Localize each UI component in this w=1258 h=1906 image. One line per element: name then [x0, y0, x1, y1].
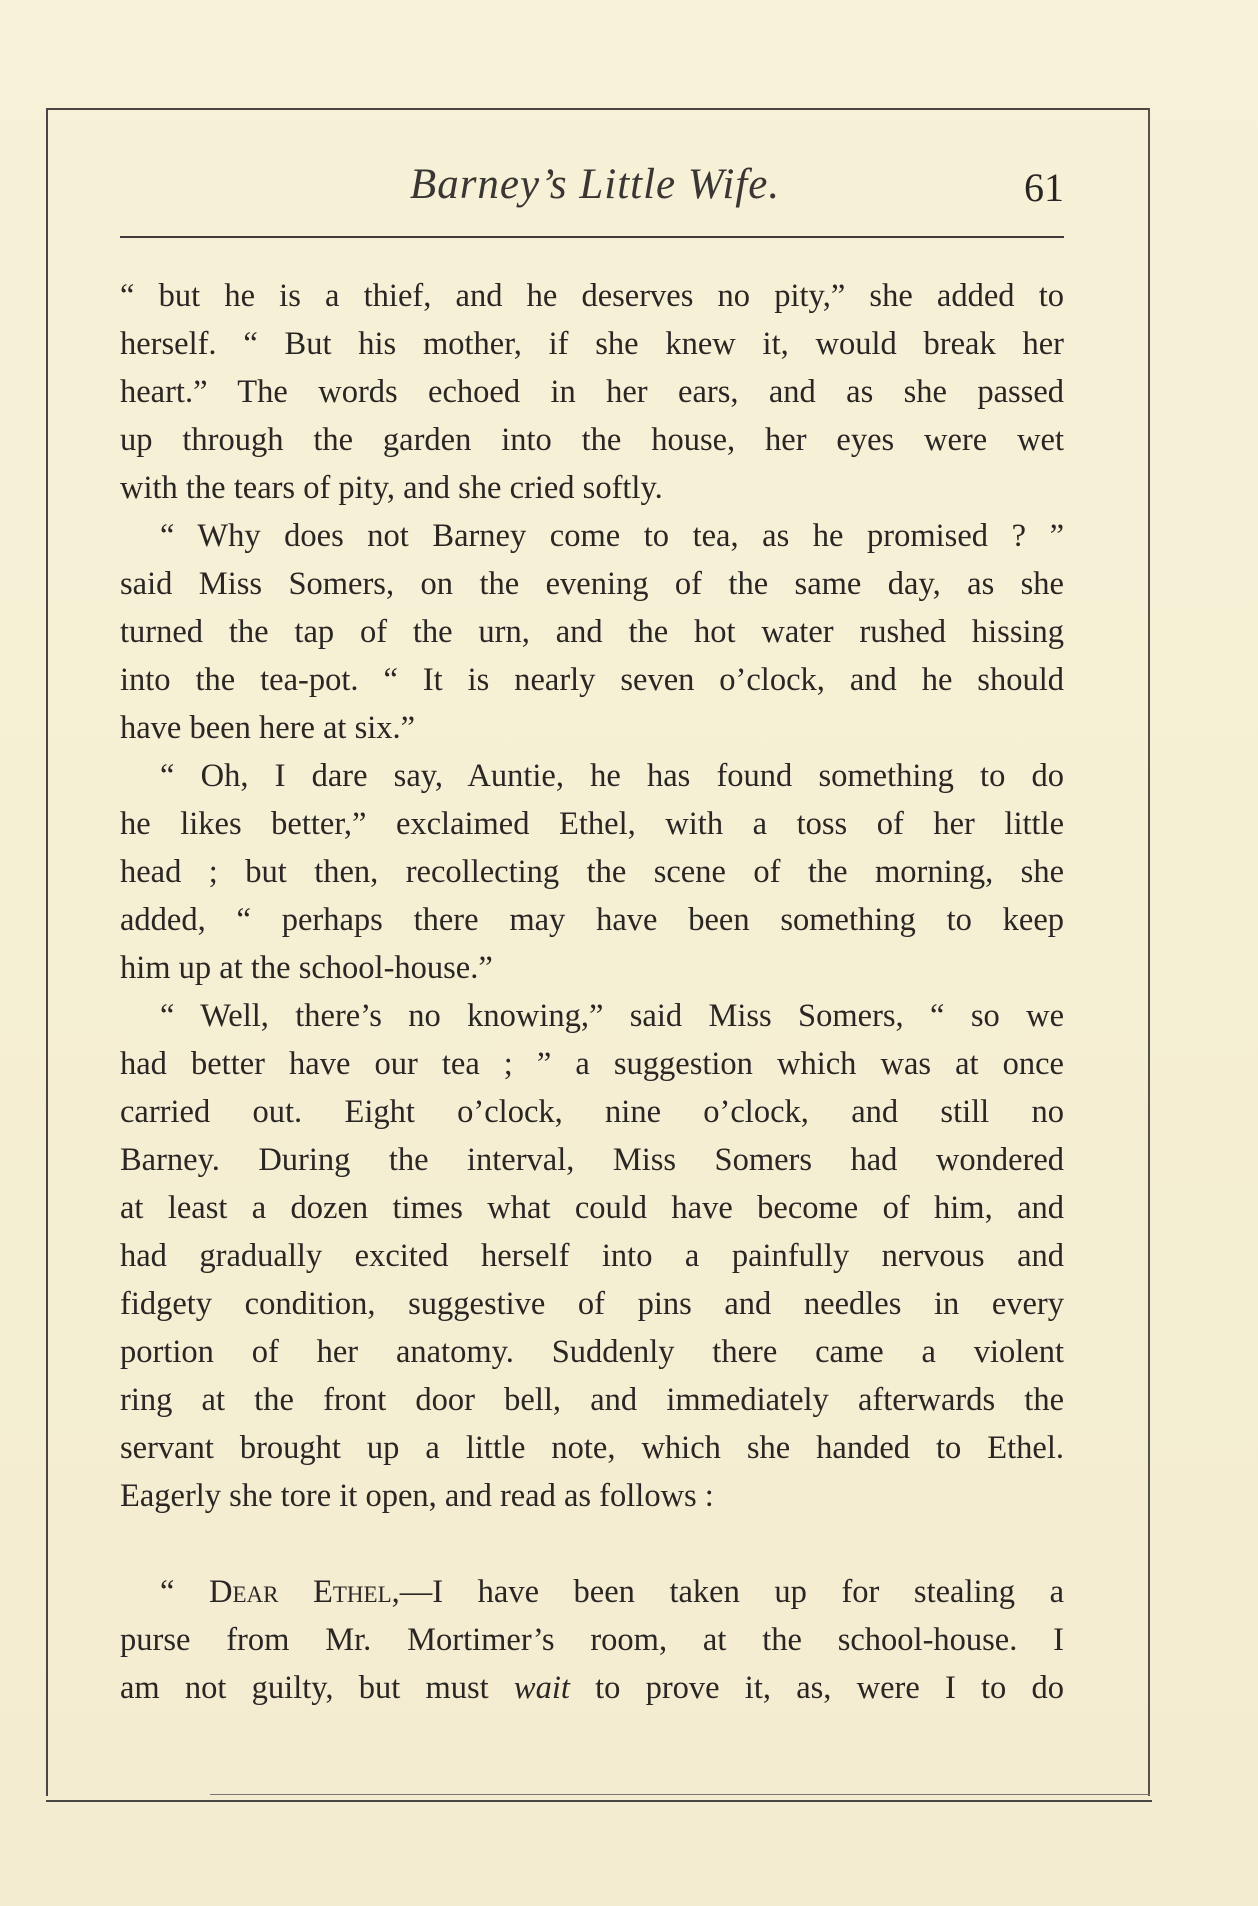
letter-line-3-start: am not guilty, but must: [120, 1670, 514, 1706]
text-line: turned the tap of the urn, and the hot water rushed hissing: [120, 614, 1064, 650]
letter-line-2: purse from Mr. Mortimer’s room, at the school-house. I: [120, 1622, 1064, 1658]
text-line: have been here at six.”: [120, 710, 416, 746]
text-line: with the tears of pity, and she cried softly.: [120, 470, 663, 506]
text-line: carried out. Eight o’clock, nine o’clock, and still no: [120, 1094, 1064, 1130]
letter-line-1: [120, 1568, 1064, 1616]
text-line: fidgety condition, suggestive of pins and needles in every: [120, 1286, 1064, 1322]
text-line: Barney. During the interval, Miss Somers had wondered: [120, 1142, 1064, 1178]
body-text: [120, 272, 1064, 1712]
text-line: “ but he is a thief, and he deserves no pity,” she added to: [120, 278, 1064, 314]
letter-line-3-end: to prove it, as, were I to do: [569, 1670, 1064, 1706]
text-line: Eagerly she tore it open, and read as follows :: [120, 1478, 714, 1514]
letter-salutation: “ Dear Ethel,: [160, 1574, 400, 1610]
text-line: up through the garden into the house, her eyes were wet: [120, 422, 1064, 458]
text-line: at least a dozen times what could have become of him, and: [120, 1190, 1064, 1226]
text-line: had better have our tea ; ” a suggestion which was at once: [120, 1046, 1064, 1082]
text-line: “ Oh, I dare say, Auntie, he has found something to do: [160, 758, 1064, 794]
text-line: him up at the school-house.”: [120, 950, 493, 986]
text-line: “ Well, there’s no knowing,” said Miss Somers, “ so we: [160, 998, 1064, 1034]
text-line: added, “ perhaps there may have been something to keep: [120, 902, 1064, 938]
text-line: he likes better,” exclaimed Ethel, with a toss of her little: [120, 806, 1064, 842]
text-line: portion of her anatomy. Suddenly there came a violent: [120, 1334, 1064, 1370]
header-rule: [120, 236, 1064, 238]
letter-line-3: [120, 1664, 1064, 1712]
paragraph-gap: [120, 1520, 1064, 1568]
bottom-inner-rule: [210, 1794, 1150, 1795]
text-line: ring at the front door bell, and immediately afterwards the: [120, 1382, 1064, 1418]
page-number: 61: [1024, 165, 1064, 210]
text-line: said Miss Somers, on the evening of the same day, as she: [120, 566, 1064, 602]
text-line: servant brought up a little note, which she handed to Ethel.: [120, 1430, 1064, 1466]
text-line: “ Why does not Barney come to tea, as he promised ? ”: [160, 518, 1064, 554]
running-head: [120, 160, 1070, 220]
text-line: herself. “ But his mother, if she knew it, would break her: [120, 326, 1064, 362]
text-line: had gradually excited herself into a painfully nervous and: [120, 1238, 1064, 1274]
text-line: into the tea-pot. “ It is nearly seven o’clock, and he should: [120, 662, 1064, 698]
bottom-rule: [46, 1800, 1152, 1802]
letter-italic-word: wait: [513, 1670, 570, 1706]
running-title: Barney’s Little Wife.: [409, 161, 781, 208]
text-line: head ; but then, recollecting the scene of the morning, she: [120, 854, 1064, 890]
text-line: heart.” The words echoed in her ears, and as she passed: [120, 374, 1064, 410]
letter-line-1-text: —I have been taken up for stealing a: [399, 1574, 1065, 1610]
